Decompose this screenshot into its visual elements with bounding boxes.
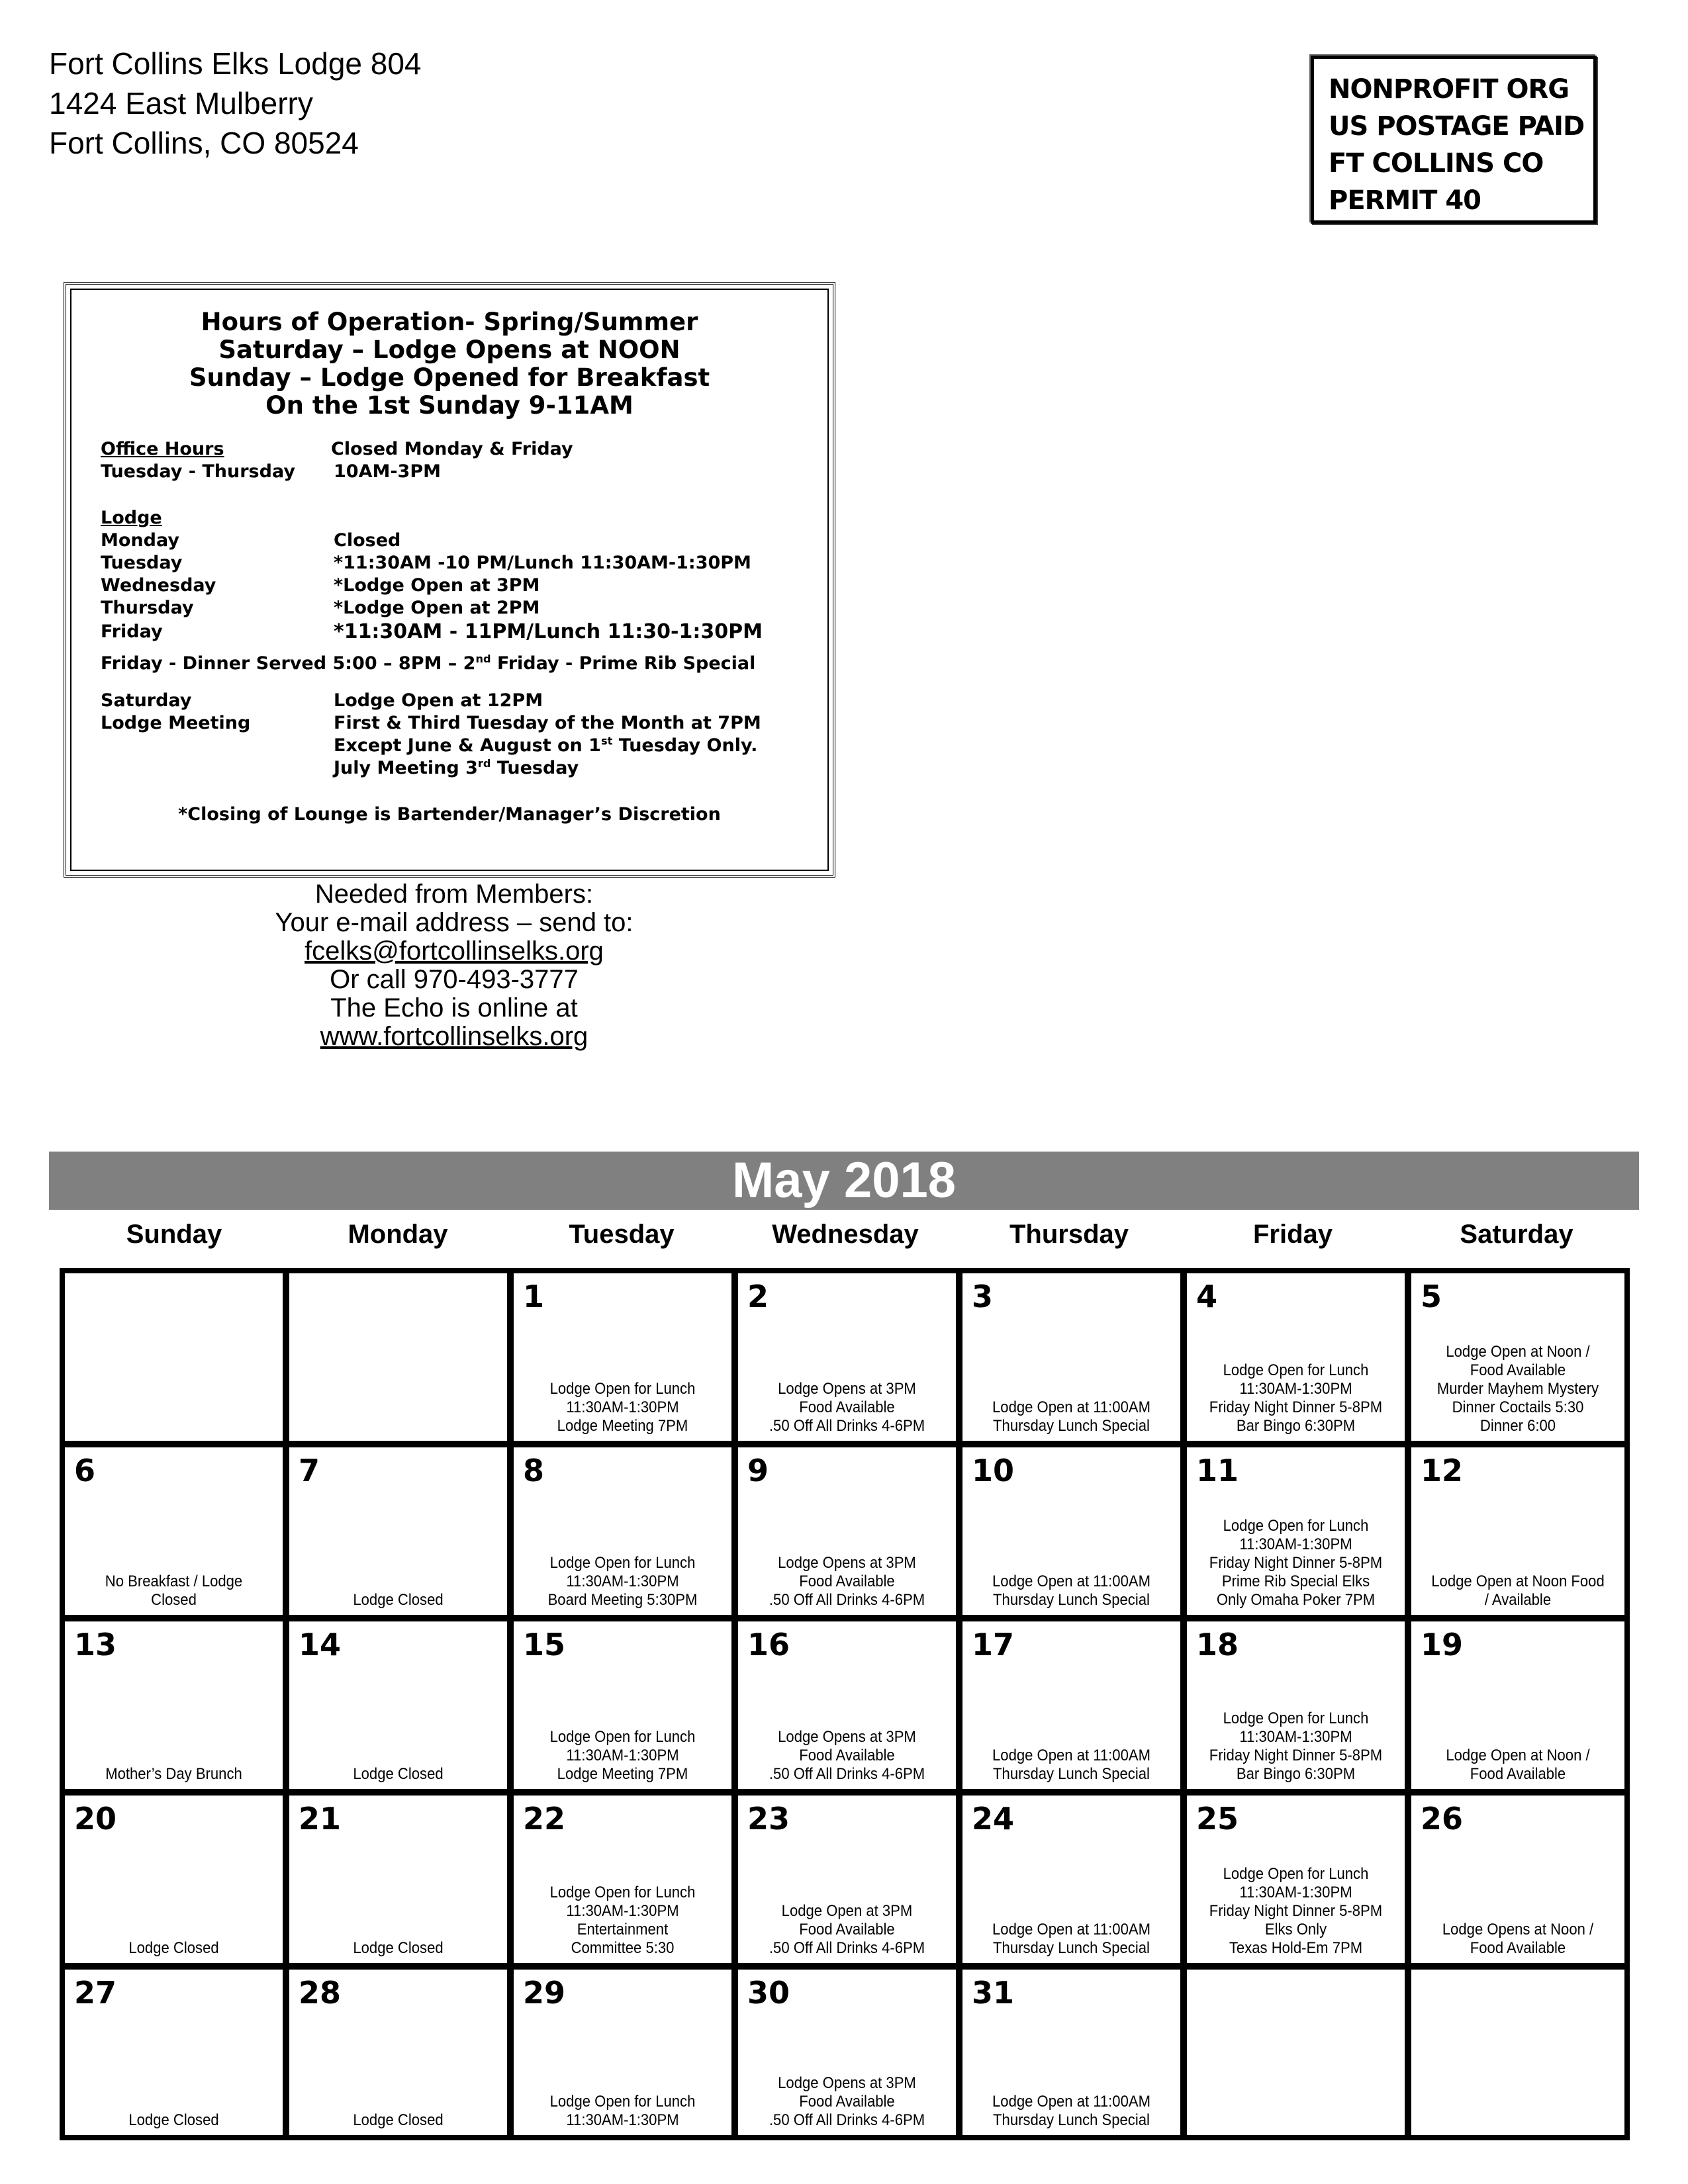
- members-email-request: Your e-mail address – send to:: [275, 908, 633, 937]
- event-line: Lodge Open for Lunch: [549, 1380, 696, 1398]
- calendar-day-cell: [959, 1966, 1184, 2138]
- day-events: [298, 1591, 498, 1610]
- day-number: 31: [972, 1975, 1015, 2011]
- calendar-day-cell: [1408, 1618, 1628, 1792]
- event-line: Bar Bingo 6:30PM: [1236, 1765, 1356, 1783]
- day-number: 10: [972, 1453, 1015, 1488]
- calendar-day-cell: [1408, 1792, 1628, 1966]
- closing-note: *Closing of Lounge is Bartender/Manager’s Discretion: [178, 804, 721, 825]
- day-events: [747, 2074, 947, 2130]
- event-line: Food Available: [1470, 1939, 1566, 1957]
- day-label: Wednesday: [101, 575, 216, 596]
- event-line: Lodge Open at 11:00AM: [992, 1921, 1150, 1938]
- day-events: [747, 1902, 947, 1958]
- hours-sunday-note: Sunday – Lodge Opened for Breakfast: [189, 363, 710, 392]
- day-number: 21: [299, 1801, 342, 1837]
- event-line: Entertainment: [577, 1921, 669, 1938]
- day-number: 16: [747, 1627, 790, 1662]
- friday-dinner-text: Friday - Dinner Served 5:00 – 8PM – 2: [101, 653, 476, 674]
- day-number: 18: [1196, 1627, 1239, 1662]
- day-number: 22: [523, 1801, 566, 1837]
- office-days: Tuesday - Thursday: [101, 461, 295, 482]
- address-line-org: Fort Collins Elks Lodge 804: [49, 46, 422, 81]
- day-number: 26: [1421, 1801, 1464, 1837]
- day-number: 30: [747, 1975, 790, 2011]
- meeting-exception: [334, 735, 757, 757]
- calendar-grid: [60, 1268, 1630, 2140]
- day-events: [73, 2111, 274, 2130]
- exception-text-end: Tuesday Only.: [612, 735, 758, 756]
- day-events: [1196, 1517, 1396, 1610]
- friday-dinner-note: [101, 653, 755, 675]
- calendar-day-cell: [1184, 1618, 1408, 1792]
- calendar-day-cell: [959, 1444, 1184, 1618]
- lodge-label: Lodge: [101, 508, 162, 528]
- event-line: Dinner Coctails 5:30: [1452, 1398, 1584, 1416]
- event-line: Lodge Open for Lunch: [1223, 1361, 1369, 1379]
- calendar-empty-cell: [62, 1270, 286, 1444]
- event-line: Lodge Opens at 3PM: [778, 1554, 916, 1572]
- event-line: 11:30AM-1:30PM: [566, 2111, 679, 2129]
- event-line: Prime Rib Special Elks: [1221, 1572, 1370, 1590]
- event-line: / Available: [1484, 1591, 1552, 1609]
- weekday-header-wednesday: Wednesday: [772, 1220, 919, 1249]
- lodge-wednesday-row: [101, 574, 540, 597]
- day-events: [971, 1747, 1172, 1784]
- event-line: Food Available: [799, 1572, 895, 1590]
- calendar-day-cell: [510, 1270, 735, 1444]
- event-line: Friday Night Dinner 5-8PM: [1209, 1554, 1383, 1572]
- day-events: [73, 1572, 274, 1610]
- lodge-monday-row: [101, 529, 401, 552]
- day-events: [971, 1572, 1172, 1610]
- lodge-saturday-row: [101, 690, 543, 712]
- day-hours: *Lodge Open at 2PM: [334, 598, 540, 618]
- ordinal-suffix: st: [600, 735, 613, 747]
- day-events: [522, 1884, 723, 1958]
- day-number: 4: [1196, 1279, 1218, 1314]
- event-line: Lodge Opens at 3PM: [778, 1380, 916, 1398]
- lodge-thursday-row: [101, 597, 540, 619]
- event-line: Thursday Lunch Special: [993, 1591, 1150, 1609]
- day-number: 12: [1421, 1453, 1464, 1488]
- calendar-day-cell: [510, 1966, 735, 2138]
- event-line: Lodge Meeting 7PM: [557, 1417, 688, 1435]
- day-events: [747, 1554, 947, 1610]
- hours-title: Hours of Operation- Spring/Summer: [201, 308, 698, 336]
- calendar-empty-cell: [1408, 1966, 1628, 2138]
- event-line: Food Available: [799, 1398, 895, 1416]
- event-line: 11:30AM-1:30PM: [566, 1572, 679, 1590]
- event-line: .50 Off All Drinks 4-6PM: [769, 1765, 925, 1783]
- event-line: Lodge Open at 11:00AM: [992, 1398, 1150, 1416]
- calendar-day-cell: [286, 1792, 510, 1966]
- day-events: [971, 1921, 1172, 1958]
- day-hours: *11:30AM - 11PM/Lunch 11:30-1:30PM: [334, 620, 763, 643]
- day-number: 6: [74, 1453, 96, 1488]
- day-number: 14: [299, 1627, 342, 1662]
- event-line: 11:30AM-1:30PM: [1239, 1535, 1352, 1553]
- event-line: Lodge Open at Noon /: [1446, 1747, 1590, 1764]
- july-text: July Meeting 3: [334, 758, 478, 778]
- day-number: 17: [972, 1627, 1015, 1662]
- event-line: Dinner 6:00: [1479, 1417, 1556, 1435]
- day-number: 5: [1421, 1279, 1442, 1314]
- event-line: Closed: [151, 1591, 197, 1609]
- event-line: Thursday Lunch Special: [993, 2111, 1150, 2129]
- weekday-header-tuesday: Tuesday: [569, 1220, 675, 1249]
- day-events: [1420, 1572, 1616, 1610]
- day-events: [298, 1765, 498, 1784]
- day-hours: Lodge Open at 12PM: [334, 690, 543, 711]
- weekday-header-friday: Friday: [1252, 1220, 1333, 1249]
- stamp-line: FT COLLINS CO: [1329, 148, 1544, 179]
- event-line: .50 Off All Drinks 4-6PM: [769, 1591, 925, 1609]
- ordinal-suffix: nd: [475, 653, 491, 665]
- calendar-day-cell: [62, 1444, 286, 1618]
- day-number: 15: [523, 1627, 566, 1662]
- calendar-empty-cell: [1184, 1966, 1408, 2138]
- calendar-day-cell: [735, 1618, 959, 1792]
- hours-heading: [66, 308, 833, 420]
- day-number: 28: [299, 1975, 342, 2011]
- event-line: .50 Off All Drinks 4-6PM: [769, 2111, 925, 2129]
- calendar-day-cell: [286, 1966, 510, 2138]
- event-line: Food Available: [799, 2093, 895, 2111]
- event-line: Lodge Opens at 3PM: [778, 2074, 916, 2092]
- day-number: 8: [523, 1453, 545, 1488]
- event-line: Texas Hold-Em 7PM: [1229, 1939, 1363, 1957]
- day-events: [1420, 1343, 1616, 1435]
- event-line: Food Available: [799, 1921, 895, 1938]
- calendar-empty-cell: [286, 1270, 510, 1444]
- address-line-city: Fort Collins, CO 80524: [49, 126, 359, 160]
- day-events: [1196, 1361, 1396, 1435]
- day-hours: *Lodge Open at 3PM: [334, 575, 540, 596]
- office-hours-row: [101, 438, 573, 461]
- event-line: Lodge Closed: [353, 1765, 444, 1783]
- office-closed-days: Closed Monday & Friday: [331, 439, 573, 459]
- hours-of-operation-box: [64, 282, 835, 878]
- email-link[interactable]: fcelks@fortcollinselks.org: [305, 936, 604, 966]
- day-events: [971, 1398, 1172, 1435]
- event-line: Thursday Lunch Special: [993, 1417, 1150, 1435]
- calendar-day-cell: [62, 1792, 286, 1966]
- day-label: Friday: [101, 621, 163, 642]
- day-events: [522, 1380, 723, 1435]
- event-line: No Breakfast / Lodge: [105, 1572, 243, 1590]
- friday-dinner-text-end: Friday - Prime Rib Special: [491, 653, 756, 674]
- event-line: Food Available: [1470, 1765, 1566, 1783]
- stamp-line: US POSTAGE PAID: [1329, 111, 1585, 142]
- event-line: Food Available: [799, 1747, 895, 1764]
- hours-saturday-note: Saturday – Lodge Opens at NOON: [218, 336, 680, 364]
- day-hours: Closed: [334, 530, 401, 551]
- office-days-row: [101, 461, 441, 483]
- exception-text: Except June & August on 1: [334, 735, 601, 756]
- lodge-tuesday-row: [101, 552, 751, 574]
- day-hours: *11:30AM -10 PM/Lunch 11:30AM-1:30PM: [334, 553, 751, 573]
- weekday-header-sunday: Sunday: [126, 1220, 222, 1249]
- calendar-day-cell: [1184, 1792, 1408, 1966]
- lodge-meeting-row: [101, 712, 761, 735]
- day-events: [971, 2093, 1172, 2130]
- event-line: Lodge Open for Lunch: [1223, 1517, 1369, 1535]
- event-line: Lodge Open for Lunch: [549, 2093, 696, 2111]
- event-line: Murder Mayhem Mystery: [1436, 1380, 1599, 1398]
- day-number: 29: [523, 1975, 566, 2011]
- day-number: 1: [523, 1279, 545, 1314]
- stamp-line: NONPROFIT ORG: [1329, 74, 1570, 105]
- event-line: 11:30AM-1:30PM: [1239, 1884, 1352, 1901]
- event-line: Food Available: [1470, 1361, 1566, 1379]
- day-number: 27: [74, 1975, 117, 2011]
- calendar-day-cell: [1408, 1444, 1628, 1618]
- event-line: Lodge Open at 11:00AM: [992, 1747, 1150, 1764]
- event-line: 11:30AM-1:30PM: [566, 1747, 679, 1764]
- event-line: Lodge Meeting 7PM: [557, 1765, 688, 1783]
- office-time: 10AM-3PM: [334, 461, 441, 482]
- day-label: Thursday: [101, 598, 194, 618]
- calendar-day-cell: [510, 1618, 735, 1792]
- calendar-day-cell: [735, 1792, 959, 1966]
- event-line: Lodge Open at 11:00AM: [992, 2093, 1150, 2111]
- calendar-day-cell: [735, 1270, 959, 1444]
- event-line: Lodge Open for Lunch: [549, 1884, 696, 1901]
- event-line: Friday Night Dinner 5-8PM: [1209, 1398, 1383, 1416]
- day-label: Monday: [101, 530, 179, 551]
- lodge-friday-row: [101, 620, 763, 643]
- day-label: Saturday: [101, 690, 192, 711]
- weekday-header-thursday: Thursday: [1009, 1220, 1129, 1249]
- calendar-day-cell: [62, 1966, 286, 2138]
- calendar-day-cell: [1184, 1270, 1408, 1444]
- calendar-day-cell: [1184, 1444, 1408, 1618]
- calendar-day-cell: [510, 1792, 735, 1966]
- day-number: 25: [1196, 1801, 1239, 1837]
- day-events: [1196, 1709, 1396, 1784]
- event-line: Lodge Open for Lunch: [549, 1554, 696, 1572]
- calendar-day-cell: [959, 1270, 1184, 1444]
- calendar-day-cell: [735, 1444, 959, 1618]
- day-number: 7: [299, 1453, 320, 1488]
- office-hours-label: Office Hours: [101, 439, 224, 459]
- day-events: [1420, 1747, 1616, 1784]
- calendar-day-cell: [959, 1618, 1184, 1792]
- event-line: Lodge Open for Lunch: [1223, 1865, 1369, 1883]
- day-events: [1420, 1921, 1616, 1958]
- day-events: [522, 2093, 723, 2130]
- event-line: .50 Off All Drinks 4-6PM: [769, 1939, 925, 1957]
- event-line: Mother’s Day Brunch: [105, 1765, 242, 1783]
- event-line: Lodge Open at Noon Food: [1431, 1572, 1605, 1590]
- website-link[interactable]: www.fortcollinselks.org: [320, 1022, 588, 1051]
- event-line: Lodge Closed: [353, 1591, 444, 1609]
- event-line: 11:30AM-1:30PM: [1239, 1380, 1352, 1398]
- event-line: Lodge Opens at Noon /: [1442, 1921, 1594, 1938]
- members-notice: [196, 880, 712, 1051]
- event-line: Thursday Lunch Special: [993, 1939, 1150, 1957]
- event-line: Thursday Lunch Special: [993, 1765, 1150, 1783]
- meeting-schedule: First & Third Tuesday of the Month at 7PM: [334, 713, 761, 733]
- day-number: 3: [972, 1279, 994, 1314]
- day-number: 13: [74, 1627, 117, 1662]
- event-line: Bar Bingo 6:30PM: [1236, 1417, 1356, 1435]
- weekday-header-monday: Monday: [348, 1220, 448, 1249]
- event-line: Lodge Closed: [353, 1939, 444, 1957]
- day-number: 23: [747, 1801, 790, 1837]
- address-line-street: 1424 East Mulberry: [49, 86, 313, 120]
- hours-breakfast-note: On the 1st Sunday 9-11AM: [265, 391, 633, 420]
- calendar-day-cell: [286, 1444, 510, 1618]
- stamp-line: PERMIT 40: [1329, 185, 1481, 216]
- members-phone: Or call 970-493-3777: [330, 965, 579, 994]
- event-line: 11:30AM-1:30PM: [566, 1902, 679, 1920]
- event-line: Committee 5:30: [571, 1939, 675, 1957]
- event-line: 11:30AM-1:30PM: [1239, 1728, 1352, 1746]
- return-address: [49, 44, 422, 163]
- day-number: 2: [747, 1279, 769, 1314]
- event-line: 11:30AM-1:30PM: [566, 1398, 679, 1416]
- day-events: [747, 1380, 947, 1435]
- day-label: Tuesday: [101, 553, 183, 573]
- event-line: Only Omaha Poker 7PM: [1216, 1591, 1376, 1609]
- event-line: Friday Night Dinner 5-8PM: [1209, 1747, 1383, 1764]
- day-events: [1196, 1865, 1396, 1958]
- day-number: 9: [747, 1453, 769, 1488]
- calendar-day-cell: [735, 1966, 959, 2138]
- event-line: Lodge Closed: [128, 1939, 219, 1957]
- july-text-end: Tuesday: [491, 758, 579, 778]
- calendar-month-title: May 2018: [49, 1152, 1639, 1210]
- day-events: [73, 1939, 274, 1958]
- calendar-day-cell: [286, 1618, 510, 1792]
- day-number: 19: [1421, 1627, 1464, 1662]
- calendar-day-cell: [510, 1444, 735, 1618]
- members-heading: Needed from Members:: [314, 880, 594, 909]
- calendar-day-cell: [1408, 1270, 1628, 1444]
- day-events: [298, 2111, 498, 2130]
- event-line: Lodge Closed: [353, 2111, 444, 2129]
- day-events: [522, 1554, 723, 1610]
- day-number: 11: [1196, 1453, 1239, 1488]
- members-online-note: The Echo is online at: [330, 993, 578, 1023]
- meeting-label: Lodge Meeting: [101, 713, 251, 733]
- event-line: Lodge Open for Lunch: [1223, 1709, 1369, 1727]
- event-line: .50 Off All Drinks 4-6PM: [769, 1417, 925, 1435]
- event-line: Lodge Opens at 3PM: [778, 1728, 916, 1746]
- day-number: 20: [74, 1801, 117, 1837]
- weekday-header-saturday: Saturday: [1460, 1220, 1573, 1249]
- calendar-day-cell: [959, 1792, 1184, 1966]
- day-events: [522, 1728, 723, 1784]
- event-line: Elks Only: [1264, 1921, 1327, 1938]
- event-line: Lodge Open for Lunch: [549, 1728, 696, 1746]
- july-meeting-note: [334, 757, 579, 780]
- postage-stamp: [1311, 56, 1597, 224]
- day-events: [747, 1728, 947, 1784]
- event-line: Lodge Open at Noon /: [1446, 1343, 1590, 1361]
- ordinal-suffix: rd: [477, 757, 491, 770]
- event-line: Lodge Open at 11:00AM: [992, 1572, 1150, 1590]
- day-events: [298, 1939, 498, 1958]
- day-number: 24: [972, 1801, 1015, 1837]
- calendar-day-cell: [62, 1618, 286, 1792]
- event-line: Lodge Closed: [128, 2111, 219, 2129]
- event-line: Board Meeting 5:30PM: [547, 1591, 698, 1609]
- day-events: [73, 1765, 274, 1784]
- event-line: Friday Night Dinner 5-8PM: [1209, 1902, 1383, 1920]
- event-line: Lodge Open at 3PM: [781, 1902, 913, 1920]
